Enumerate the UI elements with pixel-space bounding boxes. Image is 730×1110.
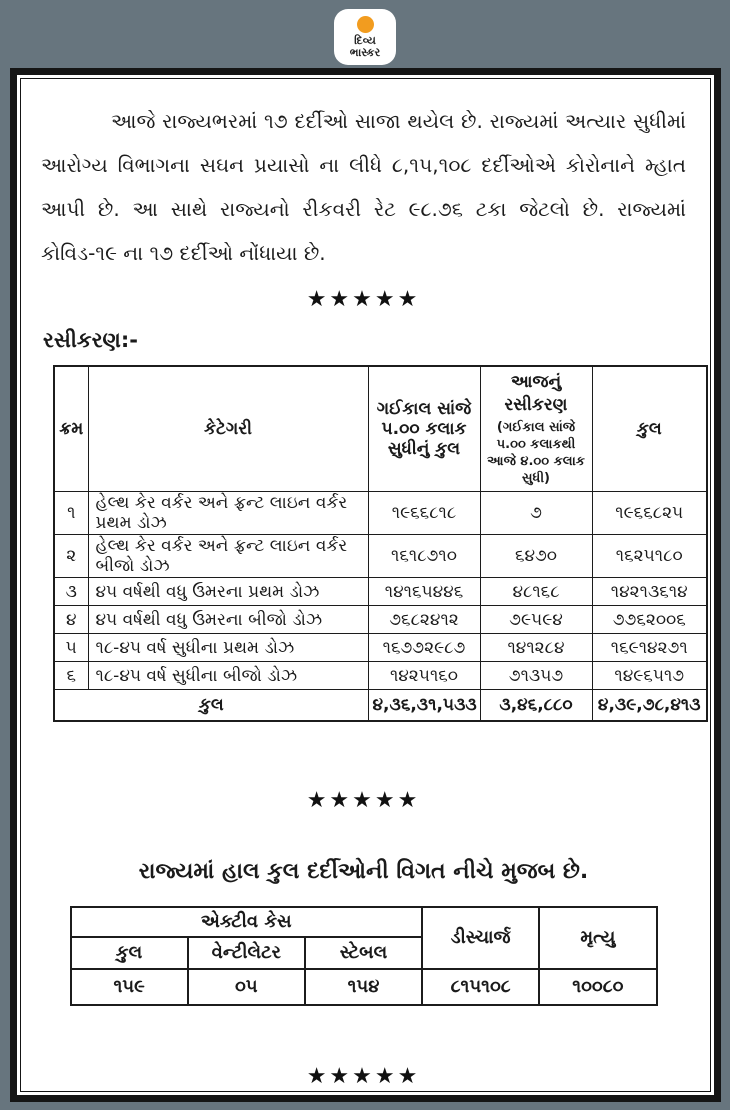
ventilator-header: વેન્ટીલેટર: [188, 937, 305, 969]
row-category: ૪૫ વર્ષથી વધુ ઉમરના પ્રથમ ડોઝ: [88, 578, 368, 606]
patients-values-row: [71, 969, 657, 1005]
row-today: ૬૪૭૦: [480, 535, 592, 578]
star-separator-middle: ★★★★★: [306, 787, 421, 813]
table-row: [54, 634, 707, 662]
table-total-row: [54, 690, 707, 721]
row-yesterday: ૭૬૮૨૪૧૨: [368, 606, 480, 634]
ventilator-value: ૦૫: [188, 969, 305, 1005]
row-category: ૧૮-૪૫ વર્ષ સુધીના પ્રથમ ડોઝ: [88, 634, 368, 662]
header-serial: ક્રમ: [54, 366, 88, 492]
row-yesterday: ૧૬૧૮૭૧૦: [368, 535, 480, 578]
row-total: ૧૬૨૫૧૮૦: [592, 535, 707, 578]
table-row: [54, 662, 707, 690]
stable-value: ૧૫૪: [305, 969, 422, 1005]
active-total-header: કુલ: [71, 937, 188, 969]
intro-paragraph: આજે રાજ્યભરમાં ૧૭ દર્દીઓ સાજા થયેલ છે. રાજ્યમાં અત્યાર સુધીમાં આરોગ્ય વિભાગના સઘન પ્રયાસો ના લીધે ૮,૧૫,૧૦૮ દર્દીઓએ કોરોનાને મ્હાત આપી છે. આ સાથે રાજ્યનો રીકવરી રેટ ૯૮.૭૬ ટકા જેટલો છે. રાજ્યમાં કોવિડ-૧૯ ના ૧૭ દર્દીઓ નોંધાયા છે.: [41, 109, 686, 265]
deaths-value: ૧૦૦૮૦: [539, 969, 656, 1005]
row-yesterday: ૧૯૬૬૮૧૮: [368, 492, 480, 535]
row-category: હેલ્થ કેર વર્કર અને ફ્રન્ટ લાઇન વર્કર પ્રથમ ડોઝ: [88, 492, 368, 535]
logo-sun-icon: [357, 16, 374, 33]
table-row: [54, 535, 707, 578]
total-total: ૪,૩૯,૭૮,૪૧૩: [592, 690, 707, 721]
row-serial: ૩: [54, 578, 88, 606]
document-paper: [10, 68, 721, 1102]
vaccination-table-header-row: [54, 366, 707, 492]
total-today: ૩,૪૬,૮૮૦: [480, 690, 592, 721]
row-today: ૭૧૩૫૭: [480, 662, 592, 690]
patients-header-row-1: [71, 907, 657, 937]
logo-text-line1: દિવ્ય: [354, 33, 376, 47]
row-today: ૪૮૧૬૮: [480, 578, 592, 606]
stable-header: સ્ટેબલ: [305, 937, 422, 969]
row-today: ૭૯૫૯૪: [480, 606, 592, 634]
row-category: ૪૫ વર્ષથી વધુ ઉમરના બીજો ડોઝ: [88, 606, 368, 634]
active-cases-header: એક્ટીવ કેસ: [71, 907, 423, 937]
header-today-note: (ગઈકાલ સાંજે ૫.૦૦ કલાકથી આજે ૪.૦૦ કલાક સુધી): [487, 420, 585, 486]
row-serial: ૫: [54, 634, 88, 662]
row-total: ૭૭૬૨૦૦૬: [592, 606, 707, 634]
header-yesterday-total: ગઈકાલ સાંજે ૫.૦૦ કલાક સુધીનું કુલ: [368, 366, 480, 492]
table-row: [54, 578, 707, 606]
patients-table: [70, 906, 658, 1006]
header-category: કેટેગરી: [88, 366, 368, 492]
row-serial: ૧: [54, 492, 88, 535]
row-serial: ૬: [54, 662, 88, 690]
header-today-title: આજનું રસીકરણ: [504, 372, 568, 415]
active-total-value: ૧૫૯: [71, 969, 188, 1005]
header-today-vaccination: [480, 366, 592, 492]
discharge-header: ડીસ્ચાર્જ: [422, 907, 539, 969]
death-header: મૃત્યુ: [539, 907, 656, 969]
vaccination-heading: રસીકરણ:-: [43, 328, 138, 352]
row-category: હેલ્થ કેર વર્કર અને ફ્રન્ટ લાઇન વર્કર બીજો ડોઝ: [88, 535, 368, 578]
star-separator-top: ★★★★★: [306, 287, 421, 312]
discharged-value: ૮૧૫૧૦૮: [422, 969, 539, 1005]
row-category: ૧૮-૪૫ વર્ષ સુધીના બીજો ડોઝ: [88, 662, 368, 690]
row-yesterday: ૧૪૧૬૫૪૪૬: [368, 578, 480, 606]
document-inner-frame: [20, 78, 711, 1092]
vaccination-table: [53, 365, 708, 722]
star-separator-bottom: ★★★★★: [306, 1063, 421, 1089]
row-today: ૭: [480, 492, 592, 535]
row-total: ૧૪૯૬૫૧૭: [592, 662, 707, 690]
row-yesterday: ૧૪૨૫૧૬૦: [368, 662, 480, 690]
logo-text-line2: ભાસ્કર: [349, 45, 381, 59]
row-serial: ૪: [54, 606, 88, 634]
divya-bhaskar-logo: [334, 9, 396, 65]
patients-heading: રાજ્યમાં હાલ કુલ દર્દીઓની વિગત નીચે મુજબ છે.: [138, 858, 589, 884]
table-row: [54, 492, 707, 535]
table-row: [54, 606, 707, 634]
total-label: કુલ: [54, 690, 368, 721]
row-today: ૧૪૧૨૮૪: [480, 634, 592, 662]
row-total: ૧૬૯૧૪૨૭૧: [592, 634, 707, 662]
row-total: ૧૪૨૧૩૬૧૪: [592, 578, 707, 606]
row-yesterday: ૧૬૭૭૨૯૮૭: [368, 634, 480, 662]
row-total: ૧૯૬૬૮૨૫: [592, 492, 707, 535]
header-total: કુલ: [592, 366, 707, 492]
total-yesterday: ૪,૩૬,૩૧,૫૩૩: [368, 690, 480, 721]
row-serial: ૨: [54, 535, 88, 578]
